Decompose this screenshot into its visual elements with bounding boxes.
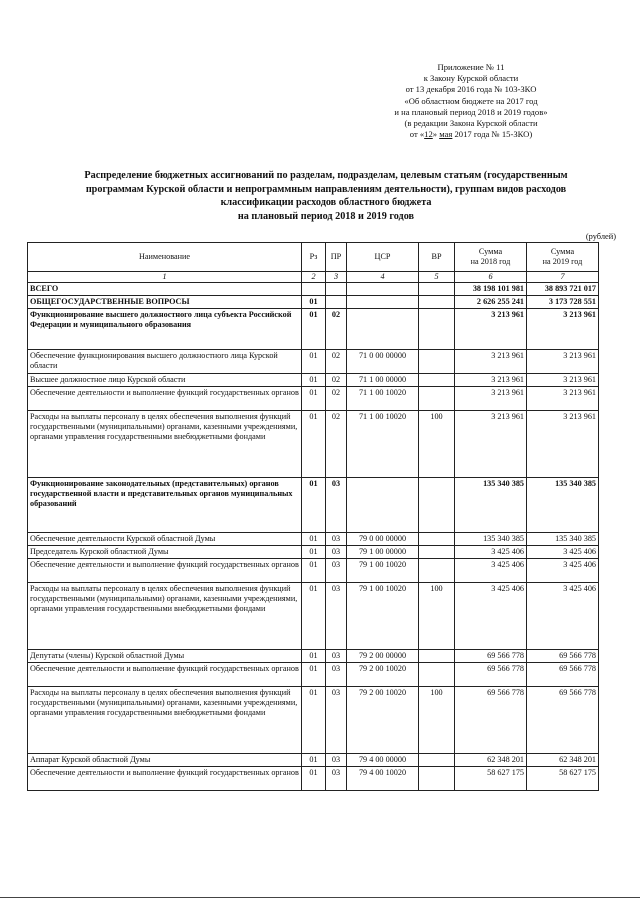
cell-name: Председатель Курской областной Думы: [28, 546, 302, 559]
cell-rz: 01: [302, 309, 326, 350]
cell-csr: [347, 478, 419, 533]
title-line: Распределение бюджетных ассигнований по разделам, подразделам, целевым статьям (государственным: [84, 170, 568, 181]
cell-csr: [347, 309, 419, 350]
cell-pr: [326, 296, 347, 309]
table-row: [28, 767, 599, 791]
cell-sum-2018: 3 213 961: [455, 309, 527, 350]
cell-sum-2018: 62 348 201: [455, 754, 527, 767]
cell-name: Расходы на выплаты персоналу в целях обеспечения выполнения функций государственными (муниципальными) органами, казенными учреждениями, органами управления государственными внебюджетными фондами: [28, 687, 302, 754]
table-row: [28, 374, 599, 387]
cell-sum-2018: 58 627 175: [455, 767, 527, 791]
cell-csr: 79 2 00 10020: [347, 687, 419, 754]
cell-rz: 01: [302, 546, 326, 559]
cell-vr: [419, 533, 455, 546]
cell-name: Функционирование высшего должностного лица субъекта Российской Федерации и муниципального образования: [28, 309, 302, 350]
units-label: (рублей): [585, 232, 616, 241]
cell-sum-2019: 62 348 201: [527, 754, 599, 767]
cell-rz: 01: [302, 411, 326, 478]
cell-name: ОБЩЕГОСУДАРСТВЕННЫЕ ВОПРОСЫ: [28, 296, 302, 309]
cell-pr: [326, 283, 347, 296]
header-sum-2018: Сумма на 2018 год: [455, 243, 527, 272]
cell-sum-2018: 3 425 406: [455, 559, 527, 583]
table-row: [28, 350, 599, 374]
cell-csr: 79 1 00 00000: [347, 546, 419, 559]
appendix-line: к Закону Курской области: [423, 73, 519, 84]
index-cell: 2: [302, 272, 326, 283]
cell-name: Обеспечение деятельности Курской областной Думы: [28, 533, 302, 546]
cell-sum-2018: 69 566 778: [455, 663, 527, 687]
cell-sum-2019: 3 213 961: [527, 350, 599, 374]
table-row: [28, 687, 599, 754]
cell-pr: 02: [326, 411, 347, 478]
cell-rz: 01: [302, 478, 326, 533]
cell-sum-2019: 38 893 721 017: [527, 283, 599, 296]
cell-sum-2018: 2 626 255 241: [455, 296, 527, 309]
cell-sum-2018: 69 566 778: [455, 687, 527, 754]
cell-sum-2018: 3 213 961: [455, 350, 527, 374]
cell-rz: 01: [302, 663, 326, 687]
header-rz: Рз: [302, 243, 326, 272]
cell-pr: 03: [326, 687, 347, 754]
header-sum-2019: Сумма на 2019 год: [527, 243, 599, 272]
cell-pr: 03: [326, 546, 347, 559]
cell-csr: 79 1 00 10020: [347, 559, 419, 583]
index-cell: 4: [347, 272, 419, 283]
appendix-line: Приложение № 11: [437, 62, 505, 72]
cell-vr: [419, 350, 455, 374]
table-row: [28, 546, 599, 559]
cell-csr: 79 4 00 00000: [347, 754, 419, 767]
cell-rz: [302, 283, 326, 296]
table-body: [28, 283, 599, 791]
cell-pr: 02: [326, 309, 347, 350]
cell-vr: [419, 387, 455, 411]
cell-sum-2019: 3 213 961: [527, 374, 599, 387]
cell-rz: 01: [302, 387, 326, 411]
column-index-row: [28, 272, 599, 283]
table-row: [28, 650, 599, 663]
header-csr: ЦСР: [347, 243, 419, 272]
table-row: [28, 583, 599, 650]
cell-sum-2018: 38 198 101 981: [455, 283, 527, 296]
cell-vr: [419, 296, 455, 309]
cell-sum-2018: 3 425 406: [455, 583, 527, 650]
cell-vr: 100: [419, 583, 455, 650]
cell-csr: 79 2 00 10020: [347, 663, 419, 687]
cell-pr: 03: [326, 663, 347, 687]
cell-vr: [419, 754, 455, 767]
cell-vr: [419, 767, 455, 791]
appendix-amendment-date: от «12» мая 2017 года № 15-ЗКО): [409, 129, 533, 140]
cell-vr: [419, 309, 455, 350]
appendix-line: (в редакции Закона Курской области: [404, 118, 538, 129]
cell-name: Обеспечение функционирования высшего должностного лица Курской области: [28, 350, 302, 374]
cell-pr: 03: [326, 767, 347, 791]
cell-name: Расходы на выплаты персоналу в целях обеспечения выполнения функций государственными (муниципальными) органами, казенными учреждениями, органами управления государственными внебюджетными фондами: [28, 583, 302, 650]
cell-sum-2018: 3 213 961: [455, 387, 527, 411]
cell-pr: 03: [326, 559, 347, 583]
cell-rz: 01: [302, 583, 326, 650]
table-row: [28, 309, 599, 350]
cell-vr: [419, 374, 455, 387]
cell-rz: 01: [302, 687, 326, 754]
cell-name: Обеспечение деятельности и выполнение функций государственных органов: [28, 559, 302, 583]
cell-pr: 02: [326, 374, 347, 387]
cell-rz: 01: [302, 754, 326, 767]
cell-pr: 03: [326, 583, 347, 650]
cell-name: Расходы на выплаты персоналу в целях обеспечения выполнения функций государственными (муниципальными) органами, казенными учреждениями, органами управления государственными внебюджетными фондами: [28, 411, 302, 478]
document-title: [30, 169, 622, 223]
cell-rz: 01: [302, 559, 326, 583]
cell-rz: 01: [302, 767, 326, 791]
appendix-line: «Об областном бюджете на 2017 год: [404, 95, 538, 106]
cell-csr: 79 2 00 00000: [347, 650, 419, 663]
cell-rz: 01: [302, 533, 326, 546]
cell-rz: 01: [302, 650, 326, 663]
table-row: [28, 663, 599, 687]
cell-csr: 79 4 00 10020: [347, 767, 419, 791]
cell-sum-2019: 135 340 385: [527, 478, 599, 533]
cell-csr: [347, 296, 419, 309]
amendment-day: 12: [424, 129, 433, 140]
cell-vr: [419, 478, 455, 533]
appendix-line: от 13 декабря 2016 года № 103-ЗКО: [405, 84, 537, 95]
cell-csr: [347, 283, 419, 296]
index-cell: 5: [419, 272, 455, 283]
cell-sum-2019: 3 425 406: [527, 559, 599, 583]
cell-name: Аппарат Курской областной Думы: [28, 754, 302, 767]
cell-sum-2019: 3 213 961: [527, 309, 599, 350]
cell-vr: 100: [419, 411, 455, 478]
cell-vr: [419, 650, 455, 663]
amendment-month: мая: [439, 129, 453, 140]
title-line: классификации расходов областного бюджета: [220, 197, 432, 209]
index-cell: 1: [28, 272, 302, 283]
table-row: [28, 283, 599, 296]
cell-sum-2019: 69 566 778: [527, 650, 599, 663]
cell-csr: 79 0 00 00000: [347, 533, 419, 546]
cell-pr: 03: [326, 533, 347, 546]
header-pr: ПР: [326, 243, 347, 272]
cell-vr: [419, 559, 455, 583]
cell-sum-2019: 135 340 385: [527, 533, 599, 546]
cell-sum-2018: 135 340 385: [455, 533, 527, 546]
cell-sum-2019: 3 425 406: [527, 546, 599, 559]
title-line: на плановый период 2018 и 2019 годов: [237, 210, 415, 222]
cell-name: Функционирование законодательных (представительных) органов государственной власти и представительных органов муниципальных образований: [28, 478, 302, 533]
cell-sum-2019: 58 627 175: [527, 767, 599, 791]
header-vr: ВР: [419, 243, 455, 272]
appendix-header: [346, 62, 596, 140]
cell-pr: 02: [326, 350, 347, 374]
cell-vr: [419, 546, 455, 559]
cell-name: ВСЕГО: [28, 283, 302, 296]
table-row: [28, 411, 599, 478]
cell-name: Обеспечение деятельности и выполнение функций государственных органов: [28, 387, 302, 411]
cell-name: Высшее должностное лицо Курской области: [28, 374, 302, 387]
cell-name: Депутаты (члены) Курской областной Думы: [28, 650, 302, 663]
cell-vr: [419, 663, 455, 687]
table-header-row: [28, 243, 599, 272]
cell-csr: 79 1 00 10020: [347, 583, 419, 650]
cell-sum-2018: 69 566 778: [455, 650, 527, 663]
cell-csr: 71 1 00 00000: [347, 374, 419, 387]
appendix-line: и на плановый период 2018 и 2019 годов»: [394, 106, 548, 117]
index-cell: 6: [455, 272, 527, 283]
cell-sum-2018: 3 425 406: [455, 546, 527, 559]
cell-pr: 02: [326, 387, 347, 411]
table-row: [28, 296, 599, 309]
table-row: [28, 754, 599, 767]
cell-rz: 01: [302, 296, 326, 309]
cell-sum-2019: 3 213 961: [527, 411, 599, 478]
cell-sum-2019: 69 566 778: [527, 663, 599, 687]
index-cell: 3: [326, 272, 347, 283]
cell-rz: 01: [302, 374, 326, 387]
cell-sum-2019: 3 213 961: [527, 387, 599, 411]
table-row: [28, 559, 599, 583]
cell-pr: 03: [326, 478, 347, 533]
cell-sum-2019: 69 566 778: [527, 687, 599, 754]
cell-csr: 71 1 00 10020: [347, 387, 419, 411]
cell-vr: [419, 283, 455, 296]
cell-pr: 03: [326, 754, 347, 767]
cell-sum-2018: 135 340 385: [455, 478, 527, 533]
cell-name: Обеспечение деятельности и выполнение функций государственных органов: [28, 767, 302, 791]
cell-csr: 71 1 00 10020: [347, 411, 419, 478]
cell-sum-2019: 3 425 406: [527, 583, 599, 650]
table-row: [28, 478, 599, 533]
cell-sum-2018: 3 213 961: [455, 374, 527, 387]
table-row: [28, 533, 599, 546]
title-line: программам Курской области и непрограммным направлениям деятельности), группам видов расходов: [85, 183, 567, 195]
cell-vr: 100: [419, 687, 455, 754]
cell-rz: 01: [302, 350, 326, 374]
cell-sum-2019: 3 173 728 551: [527, 296, 599, 309]
table-row: [28, 387, 599, 411]
header-name: Наименование: [28, 243, 302, 272]
cell-name: Обеспечение деятельности и выполнение функций государственных органов: [28, 663, 302, 687]
cell-sum-2018: 3 213 961: [455, 411, 527, 478]
cell-pr: 03: [326, 650, 347, 663]
page-bottom-edge: [0, 897, 640, 898]
cell-csr: 71 0 00 00000: [347, 350, 419, 374]
index-cell: 7: [527, 272, 599, 283]
budget-table: [27, 242, 599, 791]
